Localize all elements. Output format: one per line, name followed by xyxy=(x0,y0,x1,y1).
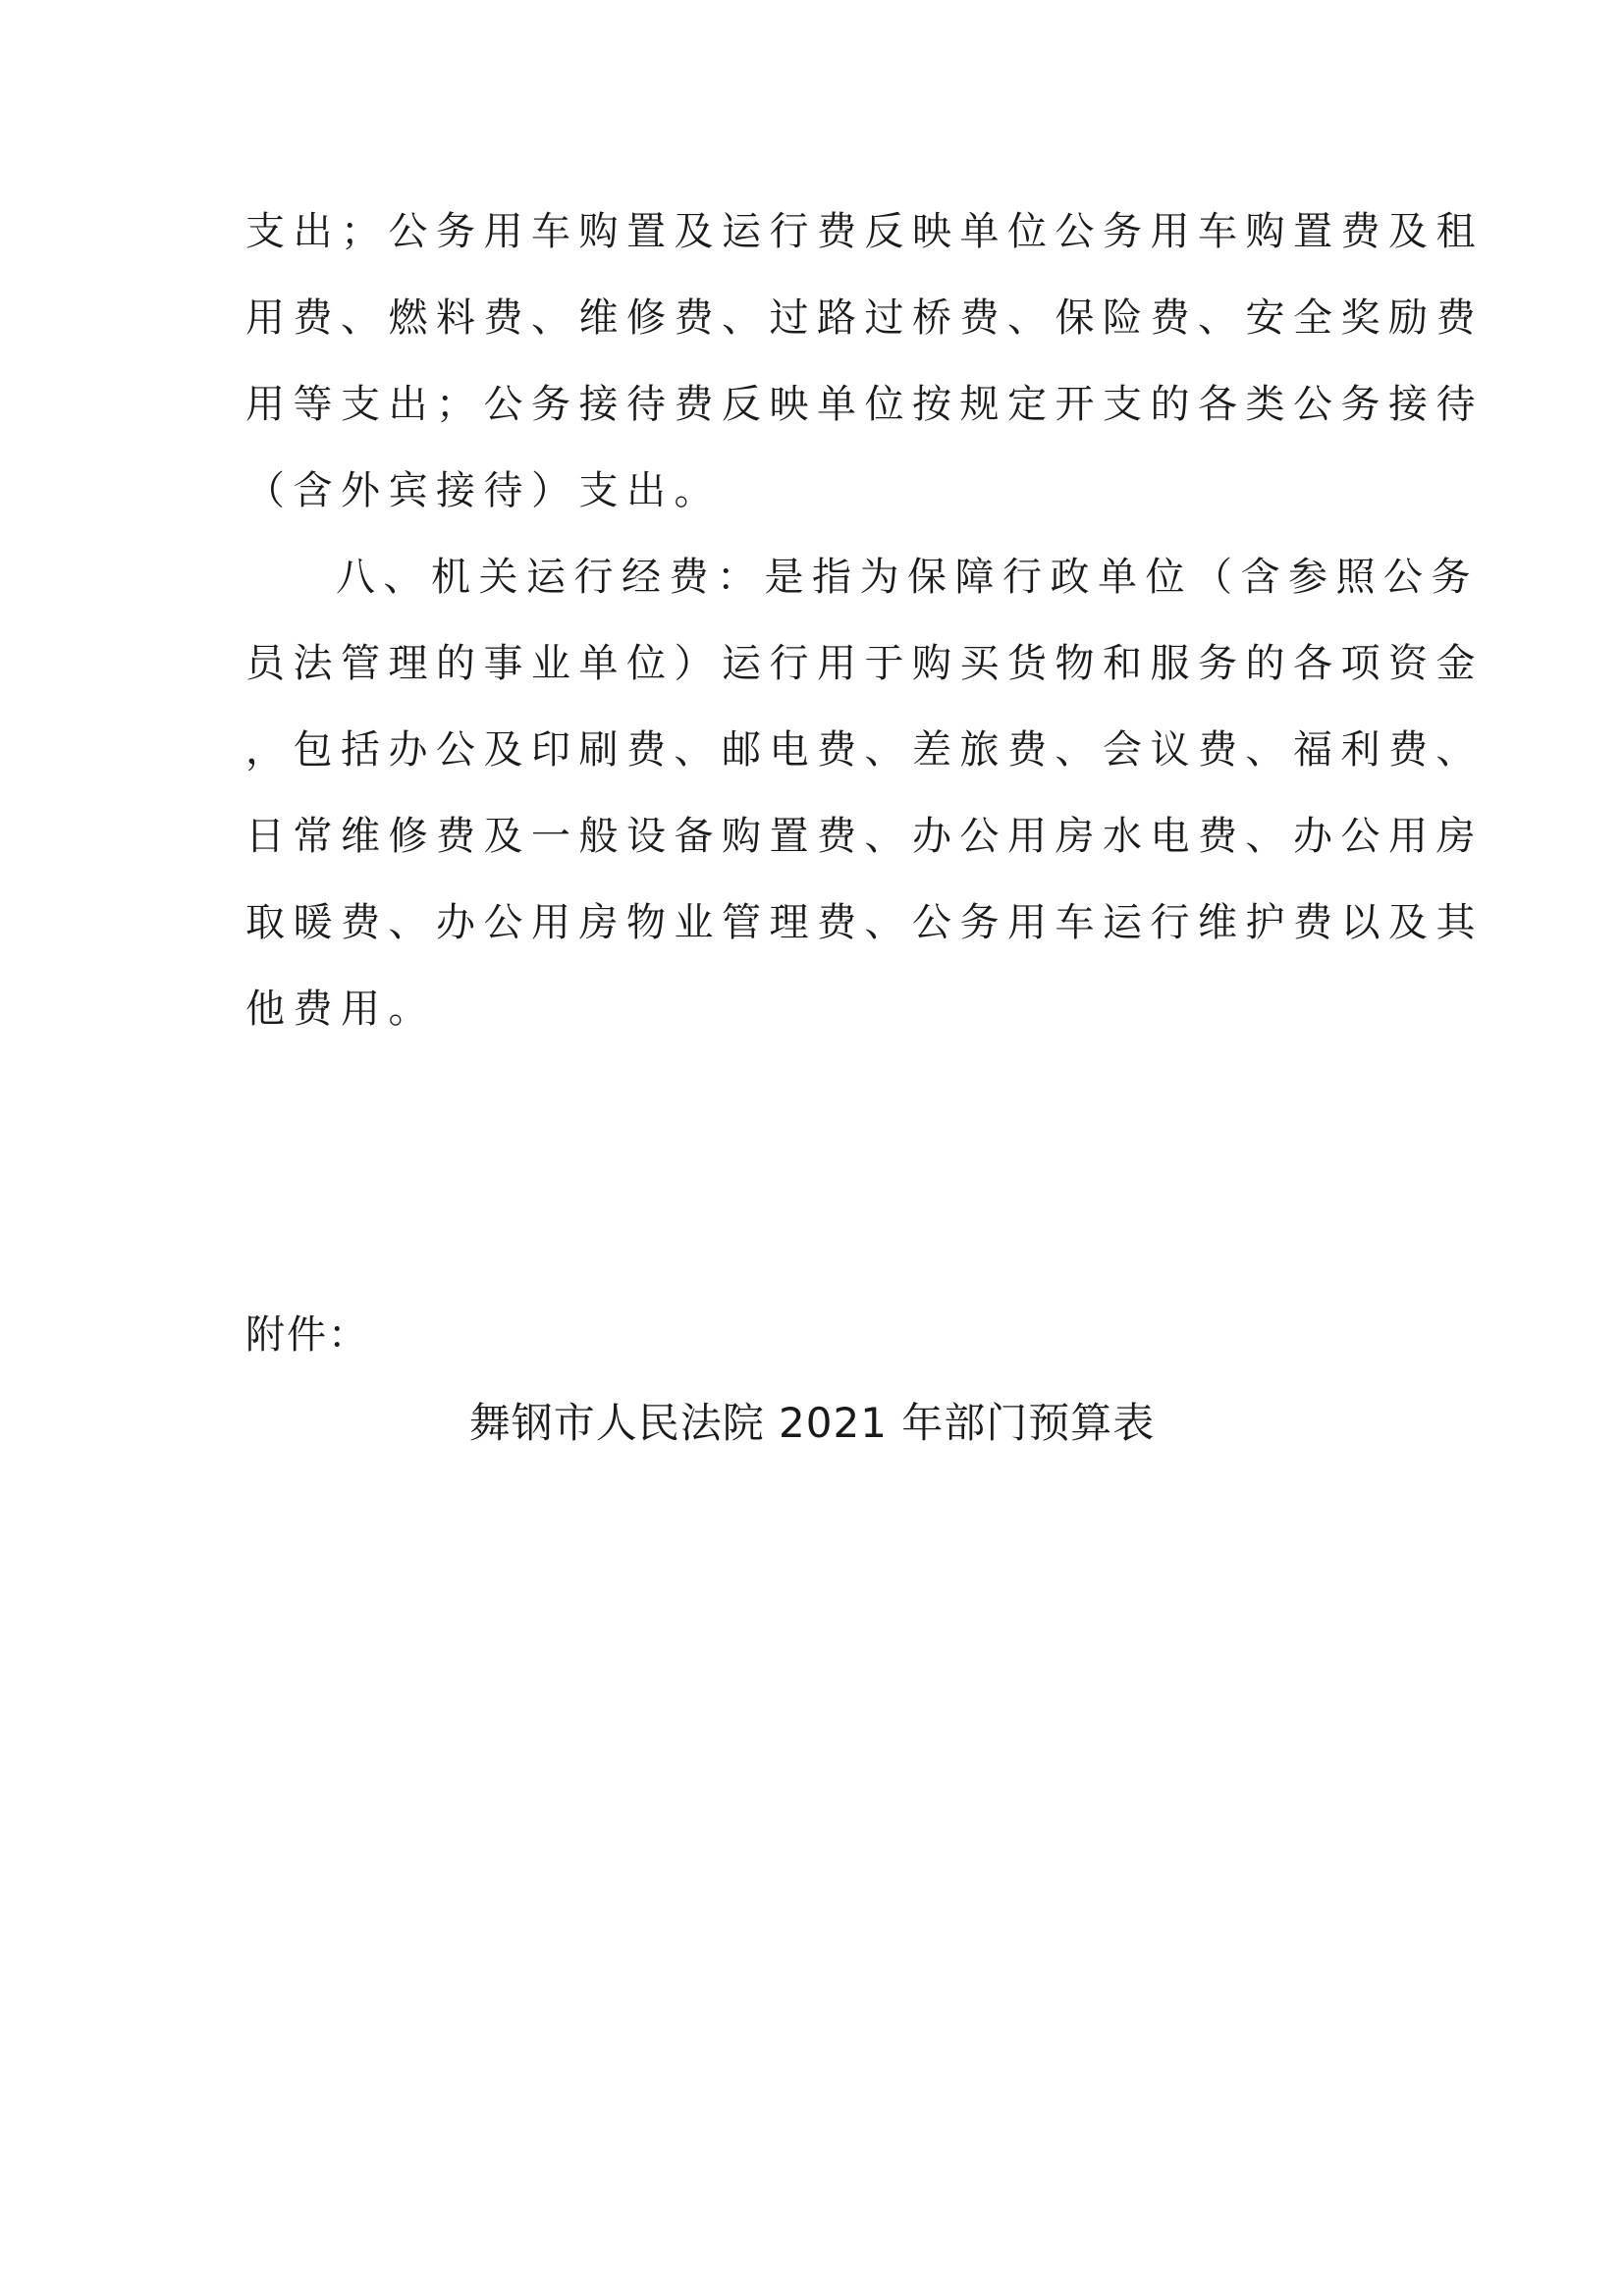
paragraph-line: 用费、燃料费、维修费、过路过桥费、保险费、安全奖励费 xyxy=(245,295,1484,341)
paragraph-line: 员法管理的事业单位）运行用于购买货物和服务的各项资金 xyxy=(245,641,1484,686)
paragraph-line: 支出；公务用车购置及运行费反映单位公务用车购置费及租 xyxy=(245,209,1484,254)
paragraph-line: 八、机关运行经费：是指为保障行政单位（含参照公务 xyxy=(336,555,1479,600)
paragraph-line: 日常维修费及一般设备购置费、办公用房水电费、办公用房 xyxy=(245,814,1484,859)
attachment-title: 舞钢市人民法院 2021 年部门预算表 xyxy=(468,1399,1156,1447)
paragraph-line: （含外宾接待）支出。 xyxy=(245,468,722,513)
paragraph-line: 取暖费、办公用房物业管理费、公务用车运行维护费以及其 xyxy=(245,900,1484,945)
paragraph-line: 他费用。 xyxy=(245,987,436,1032)
attachment-label: 附件： xyxy=(245,1312,369,1358)
document-body xyxy=(245,188,1484,1052)
paragraph-line: 用等支出；公务接待费反映单位按规定开支的各类公务接待 xyxy=(245,382,1484,427)
paragraph-line: ，包括办公及印刷费、邮电费、差旅费、会议费、福利费、 xyxy=(245,727,1484,773)
